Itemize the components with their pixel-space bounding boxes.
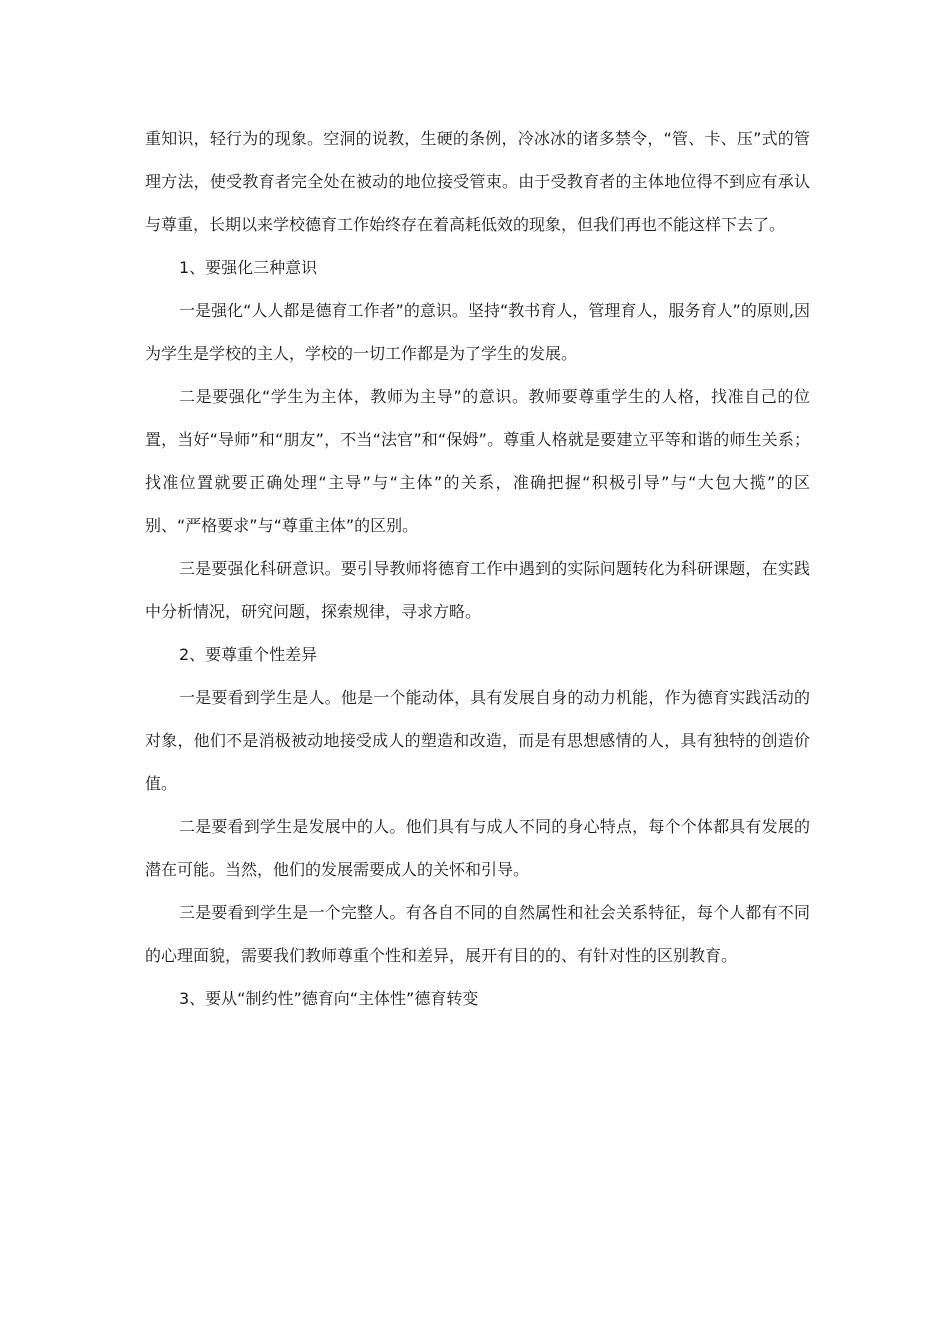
paragraph-continuation: 重知识，轻行为的现象。空洞的说教，生硬的条例，冷冰冰的诸多禁令，“管、卡、压”式的管理方法，使受教育者完全处在被动的地位接受管束。由于受教育者的主体地位得不到应有承认与尊重，长期以来学校德育工作始终存在着高耗低效的现象，但我们再也不能这样下去了。 bbox=[145, 129, 810, 234]
section-heading-3: 3、要从“制约性”德育向“主体性”德育转变 bbox=[179, 989, 479, 1008]
section-heading-2: 2、要尊重个性差异 bbox=[179, 645, 318, 664]
paragraph: 二是要强化“学生为主体，教师为主导”的意识。教师要尊重学生的人格，找准自己的位置，当好“导师”和“朋友”，不当“法官”和“保姆”。尊重人格就是要建立平等和谐的师生关系；找准位置就要正确处理“主导”与“主体”的关系，准确把握“积极引导”与“大包大揽”的区别、“严格要求”与“尊重主体”的区别。 bbox=[145, 387, 810, 535]
document-body bbox=[145, 117, 810, 1020]
paragraph: 一是强化“人人都是德育工作者”的意识。坚持“教书育人，管理育人，服务育人”的原则,因为学生是学校的主人，学校的一切工作都是为了学生的发展。 bbox=[145, 301, 810, 363]
paragraph: 二是要看到学生是发展中的人。他们具有与成人不同的身心特点，每个个体都具有发展的潜在可能。当然，他们的发展需要成人的关怀和引导。 bbox=[145, 817, 810, 879]
section-heading-1: 1、要强化三种意识 bbox=[179, 258, 318, 277]
paragraph: 三是要强化科研意识。要引导教师将德育工作中遇到的实际问题转化为科研课题，在实践中分析情况，研究问题，探索规律，寻求方略。 bbox=[145, 559, 810, 621]
paragraph: 一是要看到学生是人。他是一个能动体，具有发展自身的动力机能，作为德育实践活动的对象，他们不是消极被动地接受成人的塑造和改造，而是有思想感情的人，具有独特的创造价值。 bbox=[145, 688, 810, 793]
paragraph: 三是要看到学生是一个完整人。有各自不同的自然属性和社会关系特征，每个人都有不同的心理面貌，需要我们教师尊重个性和差异，展开有目的的、有针对性的区别教育。 bbox=[145, 903, 810, 965]
